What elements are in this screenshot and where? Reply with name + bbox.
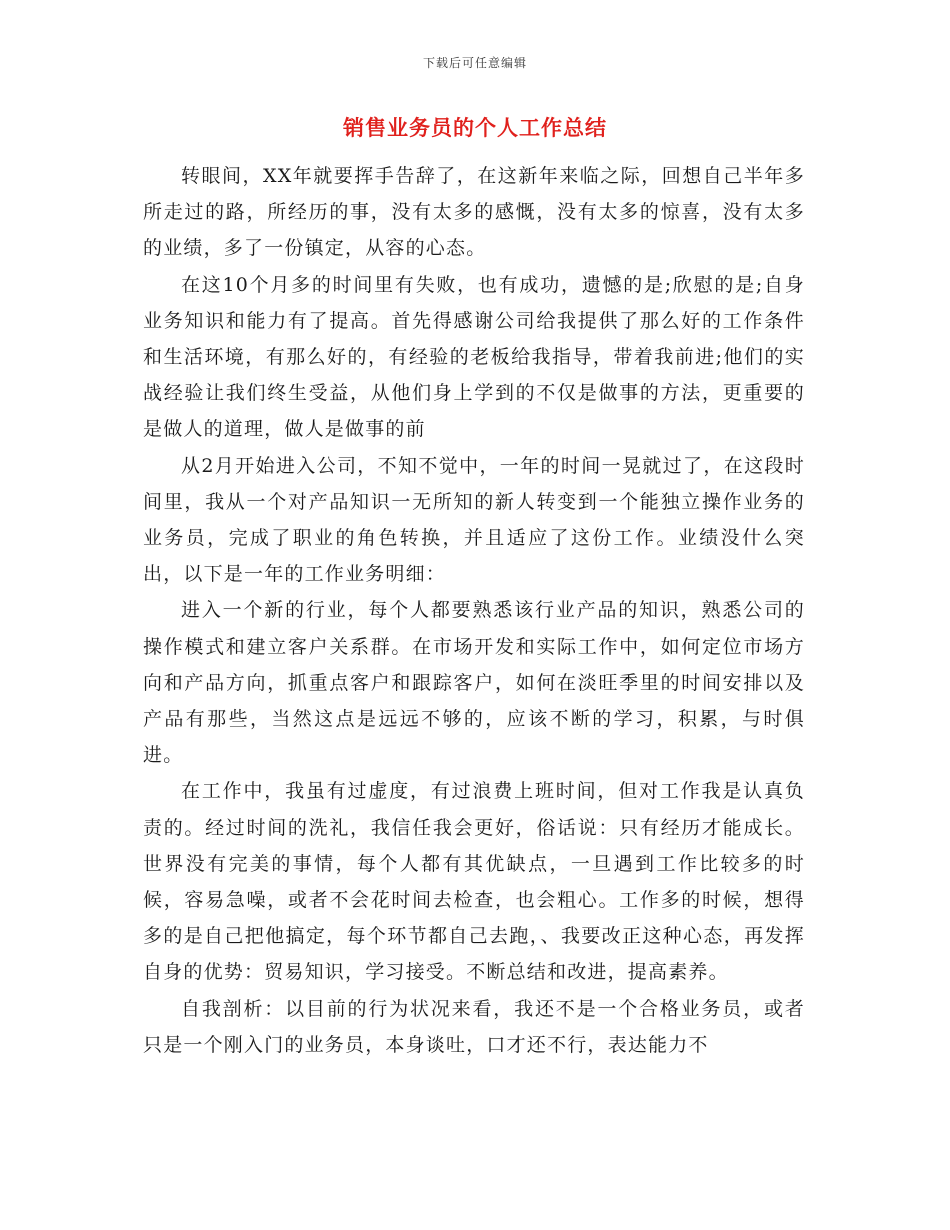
paragraph-3: 从2月开始进入公司，不知不觉中，一年的时间一晃就过了，在这段时间里，我从一个对产品知识一无所知的新人转变到一个能独立操作业务的业务员，完成了职业的角色转换，并且适应了这份工作。业绩没什么突出，以下是一年的工作业务明细： <box>143 454 805 586</box>
paragraph-5: 在工作中，我虽有过虚度，有过浪费上班时间，但对工作我是认真负责的。经过时间的洗礼，我信任我会更好，俗话说：只有经历才能成长。世界没有完美的事情，每个人都有其优缺点，一旦遇到工作比较多的时候，容易急噪，或者不会花时间去检查，也会粗心。工作多的时候，想得多的是自己把他搞定，每个环节都自己去跑，、我要改正这种心态，再发挥自身的优势：贸易知识，学习接受。不断总结和改进，提高素养。 <box>143 780 805 984</box>
paragraph-2: 在这10个月多的时间里有失败，也有成功，遗憾的是;欣慰的是;自身业务知识和能力有了提高。首先得感谢公司给我提供了那么好的工作条件和生活环境，有那么好的，有经验的老板给我指导，带着我前进;他们的实战经验让我们终生受益，从他们身上学到的不仅是做事的方法，更重要的是做人的道理，做人是做事的前 <box>143 273 805 441</box>
paragraph-4: 进入一个新的行业，每个人都要熟悉该行业产品的知识，熟悉公司的操作模式和建立客户关系群。在市场开发和实际工作中，如何定位市场方向和产品方向，抓重点客户和跟踪客户，如何在淡旺季里的时间安排以及产品有那些，当然这点是远远不够的，应该不断的学习，积累，与时俱进。 <box>143 599 805 767</box>
paragraph-1: 转眼间，XX年就要挥手告辞了，在这新年来临之际，回想自己半年多所走过的路，所经历的事，没有太多的感慨，没有太多的惊喜，没有太多的业绩，多了一份镇定，从容的心态。 <box>143 165 805 260</box>
paragraph-6: 自我剖析：以目前的行为状况来看，我还不是一个合格业务员，或者只是一个刚入门的业务员，本身谈吐，口才还不行，表达能力不 <box>143 997 805 1056</box>
header-note: 下载后可任意编辑 <box>422 56 527 70</box>
document-body <box>143 158 805 1063</box>
document-title: 销售业务员的个人工作总结 <box>343 115 607 140</box>
